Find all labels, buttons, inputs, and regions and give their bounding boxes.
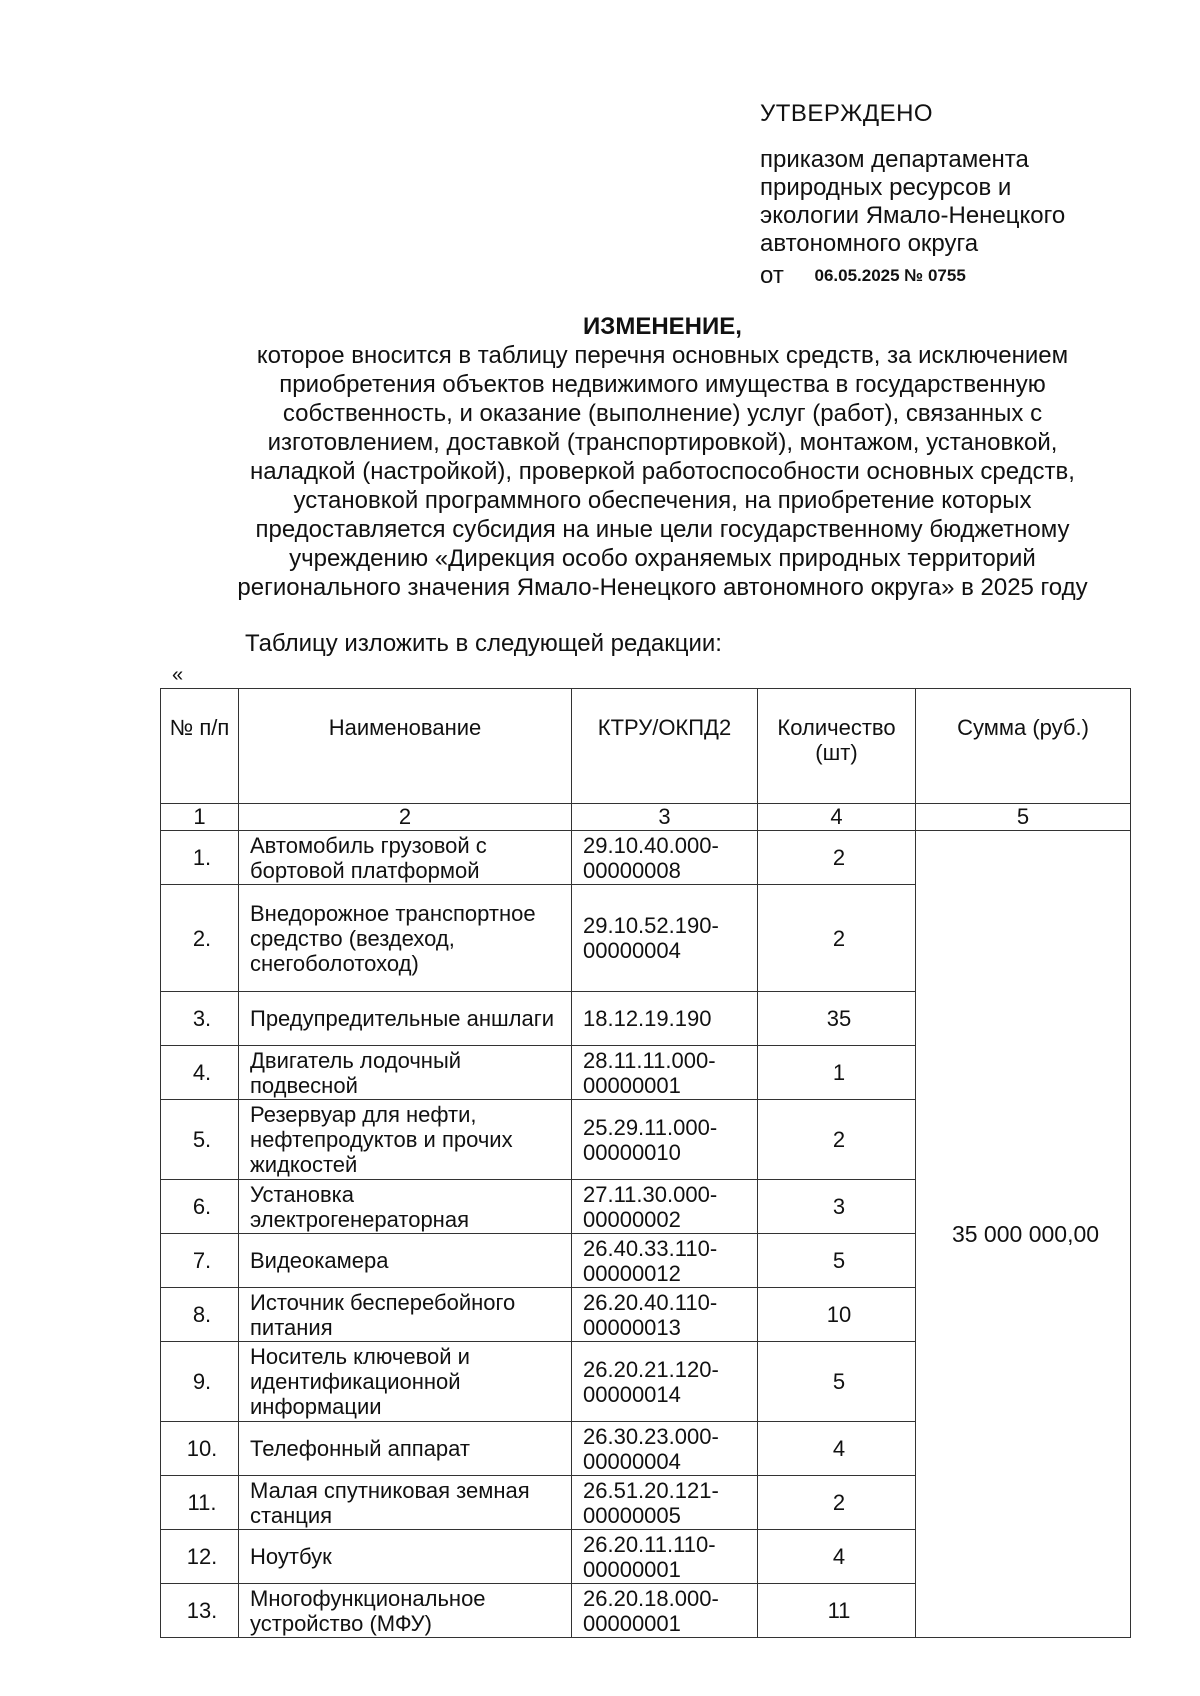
row-quantity: 35: [758, 992, 916, 1046]
row-code: 18.12.19.190: [572, 992, 758, 1046]
row-number: 7.: [161, 1234, 239, 1288]
row-code: 26.51.20.121-00000005: [572, 1476, 758, 1530]
row-number: 12.: [161, 1530, 239, 1584]
title-line: которое вносится в таблицу перечня основных средств, за исключением: [256, 342, 1069, 369]
approval-date-number: 06.05.2025 № 0755: [814, 266, 966, 285]
lead-text: Таблицу изложить в следующей редакции:: [245, 630, 722, 657]
row-code: 26.20.40.110-00000013: [572, 1288, 758, 1342]
approval-block: [760, 100, 1180, 290]
approval-line: автономного округа: [760, 230, 979, 257]
row-name: Многофункциональное устройство (МФУ): [239, 1584, 572, 1638]
row-quantity: 5: [758, 1234, 916, 1288]
row-code: 26.20.18.000-00000001: [572, 1584, 758, 1638]
row-quantity: 10: [758, 1288, 916, 1342]
row-number: 10.: [161, 1422, 239, 1476]
header-code: КТРУ/ОКПД2: [572, 689, 758, 804]
row-number: 13.: [161, 1584, 239, 1638]
row-code: 26.20.21.120-00000014: [572, 1342, 758, 1422]
document-title-block: [170, 312, 1155, 602]
total-sum: 35 000 000,00: [916, 831, 1131, 1638]
title-line: регионального значения Ямало-Ненецкого автономного округа» в 2025 году: [237, 574, 1088, 601]
table-header-row: [161, 689, 1131, 804]
row-name: Видеокамера: [239, 1234, 572, 1288]
row-quantity: 4: [758, 1530, 916, 1584]
column-index-row: [161, 804, 1131, 831]
title-line: приобретения объектов недвижимого имущества в государственную: [279, 371, 1046, 398]
row-code: 25.29.11.000-00000010: [572, 1100, 758, 1180]
row-quantity: 1: [758, 1046, 916, 1100]
row-code: 28.11.11.000-00000001: [572, 1046, 758, 1100]
approval-line: экологии Ямало-Ненецкого: [760, 202, 1066, 229]
row-quantity: 2: [758, 1476, 916, 1530]
row-number: 9.: [161, 1342, 239, 1422]
row-name: Источник бесперебойного питания: [239, 1288, 572, 1342]
title-line: установкой программного обеспечения, на приобретение которых: [293, 487, 1032, 514]
approval-heading: УТВЕРЖДЕНО: [760, 100, 934, 127]
column-index: 5: [916, 804, 1131, 831]
row-name: Малая спутниковая земная станция: [239, 1476, 572, 1530]
row-quantity: 4: [758, 1422, 916, 1476]
assets-table: [160, 688, 1131, 1638]
row-name: Резервуар для нефти, нефтепродуктов и прочих жидкостей: [239, 1100, 572, 1180]
column-index: 4: [758, 804, 916, 831]
row-number: 3.: [161, 992, 239, 1046]
table-row: [161, 831, 1131, 885]
row-number: 6.: [161, 1180, 239, 1234]
title-line: предоставляется субсидия на иные цели государственному бюджетному: [255, 516, 1070, 543]
row-code: 26.30.23.000-00000004: [572, 1422, 758, 1476]
open-quote-mark: «: [172, 664, 184, 686]
header-num: № п/п: [161, 689, 239, 804]
row-quantity: 2: [758, 1100, 916, 1180]
column-index: 3: [572, 804, 758, 831]
title-line: учреждению «Дирекция особо охраняемых природных территорий: [289, 545, 1036, 572]
title-line: наладкой (настройкой), проверкой работоспособности основных средств,: [250, 458, 1075, 485]
header-name: Наименование: [239, 689, 572, 804]
row-number: 4.: [161, 1046, 239, 1100]
row-code: 29.10.52.190-00000004: [572, 885, 758, 992]
header-sum: Сумма (руб.): [916, 689, 1131, 804]
row-quantity: 11: [758, 1584, 916, 1638]
row-name: Телефонный аппарат: [239, 1422, 572, 1476]
title-line: собственность, и оказание (выполнение) услуг (работ), связанных с: [282, 400, 1043, 427]
row-number: 2.: [161, 885, 239, 992]
approval-from-label: от: [760, 262, 784, 289]
header-qty: Количество (шт): [758, 689, 916, 804]
row-number: 11.: [161, 1476, 239, 1530]
approval-line: природных ресурсов и: [760, 174, 1012, 201]
row-name: Двигатель лодочный подвесной: [239, 1046, 572, 1100]
title-line: изготовлением, доставкой (транспортировкой), монтажом, установкой,: [267, 429, 1058, 456]
approval-line: приказом департамента: [760, 146, 1029, 173]
row-quantity: 2: [758, 885, 916, 992]
row-quantity: 2: [758, 831, 916, 885]
column-index: 1: [161, 804, 239, 831]
row-name: Носитель ключевой и идентификационной информации: [239, 1342, 572, 1422]
row-quantity: 3: [758, 1180, 916, 1234]
column-index: 2: [239, 804, 572, 831]
row-name: Автомобиль грузовой с бортовой платформой: [239, 831, 572, 885]
row-code: 26.40.33.110-00000012: [572, 1234, 758, 1288]
row-code: 29.10.40.000-00000008: [572, 831, 758, 885]
row-name: Установка электрогенераторная: [239, 1180, 572, 1234]
row-name: Внедорожное транспортное средство (вездеход, снегоболотоход): [239, 885, 572, 992]
row-number: 5.: [161, 1100, 239, 1180]
row-code: 27.11.30.000-00000002: [572, 1180, 758, 1234]
row-number: 1.: [161, 831, 239, 885]
approval-date-line: [760, 262, 1180, 290]
document-title: ИЗМЕНЕНИЕ,: [583, 313, 742, 340]
row-quantity: 5: [758, 1342, 916, 1422]
row-code: 26.20.11.110-00000001: [572, 1530, 758, 1584]
row-name: Ноутбук: [239, 1530, 572, 1584]
row-name: Предупредительные аншлаги: [239, 992, 572, 1046]
row-number: 8.: [161, 1288, 239, 1342]
